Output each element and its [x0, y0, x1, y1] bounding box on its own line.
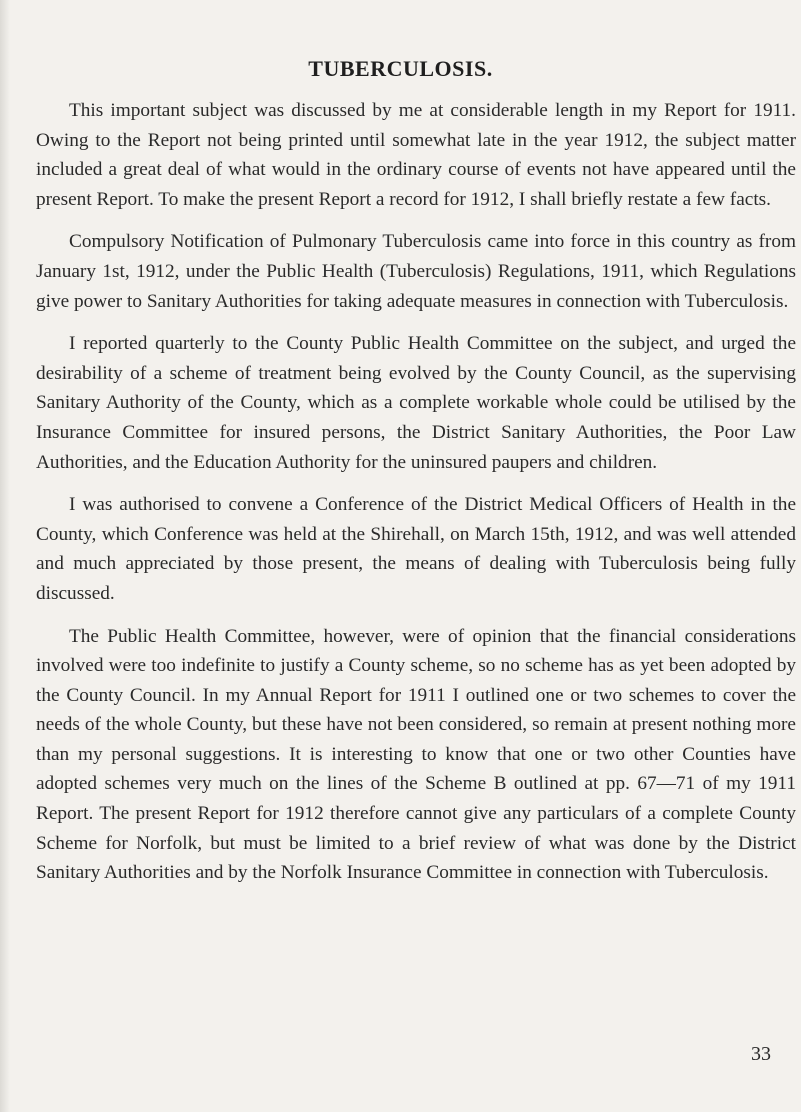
paragraph-3: I reported quarterly to the County Public Health Committee on the subject, and urged the desirability of a scheme of treatment being evolved by the County Council, as the supervising Sanitary Authority of the County, which as a complete workable whole could be utilised by the Insurance Committee for insured persons, the District Sanitary Authorities, the Poor Law Authorities, and the Education Authority for the uninsured paupers and children.	[36, 333, 796, 473]
paragraph-4: I was authorised to convene a Conference of the District Medical Officers of Health in the County, which Conference was held at the Shirehall, on March 15th, 1912, and was well attended and much appreciated by those present, the means of dealing with Tuberculosis being fully discussed.	[36, 494, 796, 604]
paragraph-5: The Public Health Committee, however, were of opinion that the financial considerations involved were too indefinite to justify a County scheme, so no scheme has as yet been adopted by the County Council. In my Annual Report for 1911 I outlined one or two schemes to cover the needs of the whole County, but these have not been considered, so remain at present nothing more than my personal suggestions. It is interesting to know that one or two other Counties have adopted schemes very much on the lines of the Scheme B outlined at pp. 67—71 of my 1911 Report. The present Report for 1912 therefore cannot give any particulars of a complete County Scheme for Norfolk, but must be limited to a brief review of what was done by the District Sanitary Authorities and by the Norfolk Insurance Committee in connection with Tuberculosis.	[36, 625, 796, 884]
paragraph-2: Compulsory Notification of Pulmonary Tuberculosis came into force in this country as from January 1st, 1912, under the Public Health (Tuberculosis) Regulations, 1911, which Regulations give power to Sanitary Authorities for taking adequate measures in connection with Tuberculosis.	[36, 231, 796, 312]
page-title: TUBERCULOSIS.	[308, 56, 493, 81]
page-edge-shadow	[0, 0, 10, 1112]
paragraph-1: This important subject was discussed by me at considerable length in my Report for 1911. Owing to the Report not being printed until somewhat late in the year 1912, the subject matter included a great deal of what would in the ordinary course of events not have appeared until the present Report. To make the present Report a record for 1912, I shall briefly restate a few facts.	[36, 100, 796, 210]
body-text	[36, 96, 796, 901]
page-number: 33	[751, 1043, 771, 1065]
